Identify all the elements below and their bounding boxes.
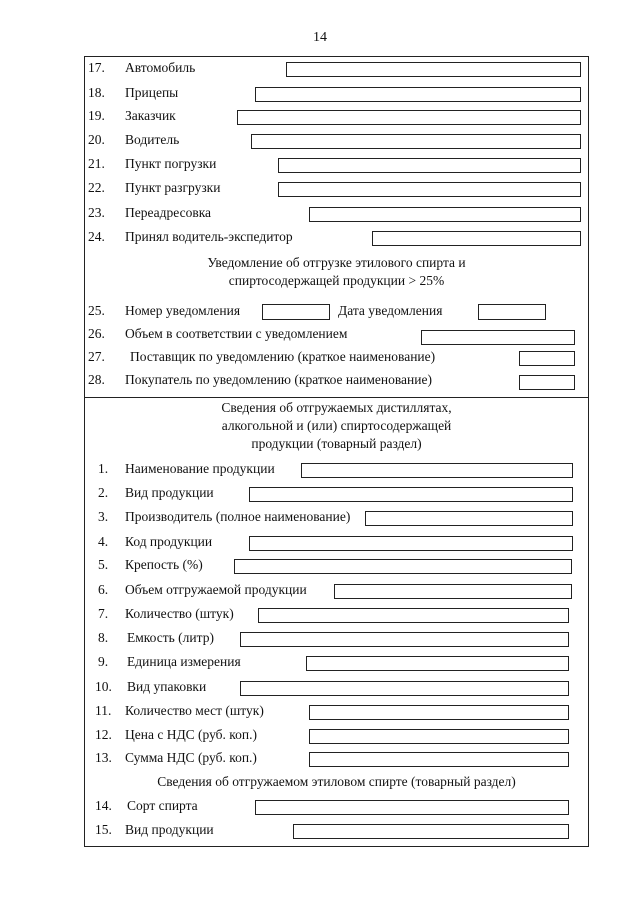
notice-number-field[interactable]: [262, 304, 330, 320]
notice-volume-field[interactable]: [421, 330, 575, 345]
manufacturer-field[interactable]: [365, 511, 573, 526]
form-row: [0, 106, 640, 126]
row-number: 19.: [88, 108, 105, 123]
vat-amount-field[interactable]: [309, 752, 569, 767]
form-row: [0, 532, 640, 552]
field-label: Вид продукции: [125, 485, 214, 500]
field-label: Автомобиль: [125, 60, 196, 75]
page-number: 14: [313, 30, 327, 45]
goods-heading-line: продукции (товарный раздел): [251, 436, 422, 451]
field-label: Заказчик: [125, 108, 176, 123]
row-number: 9.: [98, 654, 109, 669]
form-row: [0, 178, 640, 198]
form-row: [0, 652, 640, 672]
field-label: Емкость (литр): [127, 630, 214, 645]
form-row: [0, 580, 640, 600]
row-number: 27.: [88, 349, 105, 364]
row-number: 13.: [95, 750, 112, 765]
readdressing-field[interactable]: [309, 207, 581, 222]
price-with-vat-field[interactable]: [309, 729, 569, 744]
field-label: Цена с НДС (руб. коп.): [125, 727, 258, 742]
field-label: Объем отгружаемой продукции: [125, 582, 307, 597]
field-label: Вид продукции: [125, 822, 214, 837]
field-label: Сумма НДС (руб. коп.): [125, 750, 257, 765]
form-row: [0, 459, 640, 479]
form-row: [0, 227, 640, 247]
goods-heading-line: Сведения об отгружаемых дистиллятах,: [221, 400, 452, 415]
goods-heading-line: алкогольной и (или) спиртосодержащей: [221, 418, 452, 433]
row-number: 14.: [95, 798, 112, 813]
notice-heading-line: спиртосодержащей продукции > 25%: [228, 273, 445, 288]
form-row: [0, 154, 640, 174]
field-label: Объем в соответствии с уведомлением: [125, 326, 348, 341]
row-number: 2.: [98, 485, 109, 500]
row-number: 22.: [88, 180, 105, 195]
form-row: [0, 725, 640, 745]
field-label: Производитель (полное наименование): [125, 509, 351, 524]
row-number: 1.: [98, 461, 109, 476]
notice-supplier-field[interactable]: [519, 351, 575, 366]
field-label: Принял водитель-экспедитор: [125, 229, 293, 244]
driver-forwarder-field[interactable]: [372, 231, 581, 246]
strength-field[interactable]: [234, 559, 572, 574]
row-number: 20.: [88, 132, 105, 147]
field-label: Пункт разгрузки: [125, 180, 221, 195]
field-label: Единица измерения: [127, 654, 241, 669]
form-row: [0, 483, 640, 503]
row-number: 18.: [88, 85, 105, 100]
field-label: Водитель: [125, 132, 180, 147]
row-number: 3.: [98, 509, 109, 524]
trailers-field[interactable]: [255, 87, 581, 102]
spirit-product-type-field[interactable]: [293, 824, 569, 839]
form-row: [0, 796, 640, 816]
row-number: 6.: [98, 582, 109, 597]
field-label: Поставщик по уведомлению (краткое наименование): [130, 349, 436, 364]
customer-field[interactable]: [237, 110, 581, 125]
form-row: [0, 701, 640, 721]
form-row: [0, 347, 640, 367]
product-name-field[interactable]: [301, 463, 573, 478]
form-row: [0, 58, 640, 78]
field-label: Прицепы: [125, 85, 179, 100]
row-number: 8.: [98, 630, 109, 645]
row-number: 21.: [88, 156, 105, 171]
form-row: [0, 628, 640, 648]
row-number: 26.: [88, 326, 105, 341]
form-row: [0, 555, 640, 575]
row-number: 11.: [95, 703, 112, 718]
row-number: 24.: [88, 229, 105, 244]
field-label: Количество (штук): [125, 606, 234, 621]
form-row: [0, 604, 640, 624]
field-label: Крепость (%): [125, 557, 203, 572]
field-label: Сорт спирта: [127, 798, 198, 813]
notice-heading-line: Уведомление об отгрузке этилового спирта и: [207, 255, 466, 270]
field-label: Переадресовка: [125, 205, 212, 220]
row-number: 15.: [95, 822, 112, 837]
shipped-volume-field[interactable]: [334, 584, 572, 599]
spirit-grade-field[interactable]: [255, 800, 569, 815]
notice-date-field[interactable]: [478, 304, 546, 320]
section-divider: [84, 397, 589, 398]
unit-field[interactable]: [306, 656, 569, 671]
unloading-point-field[interactable]: [278, 182, 581, 197]
field-label: Количество мест (штук): [125, 703, 264, 718]
packaging-field[interactable]: [240, 681, 569, 696]
row-number: 23.: [88, 205, 105, 220]
driver-field[interactable]: [251, 134, 581, 149]
form-row: [0, 370, 640, 390]
form-row: [0, 677, 640, 697]
notice-buyer-field[interactable]: [519, 375, 575, 390]
form-row: [0, 130, 640, 150]
row-number: 28.: [88, 372, 105, 387]
row-number: 7.: [98, 606, 109, 621]
places-count-field[interactable]: [309, 705, 569, 720]
quantity-pieces-field[interactable]: [258, 608, 569, 623]
loading-point-field[interactable]: [278, 158, 581, 173]
notice-heading: [84, 254, 589, 290]
product-type-field[interactable]: [249, 487, 573, 502]
form-row: [0, 748, 640, 768]
row-number: 4.: [98, 534, 109, 549]
row-number: 10.: [95, 679, 112, 694]
row-number: 17.: [88, 60, 105, 75]
field-label: Пункт погрузки: [125, 156, 217, 171]
form-row: [0, 301, 640, 321]
form-row: [0, 507, 640, 527]
field-label: Код продукции: [125, 534, 213, 549]
row-number: 12.: [95, 727, 112, 742]
field-label: Вид упаковки: [127, 679, 207, 694]
field-label: Дата уведомления: [338, 303, 443, 318]
capacity-field[interactable]: [240, 632, 569, 647]
form-row: [0, 324, 640, 344]
product-code-field[interactable]: [249, 536, 573, 551]
field-label: Номер уведомления: [125, 303, 241, 318]
field-label: Покупатель по уведомлению (краткое наименование): [125, 372, 432, 387]
automobile-field[interactable]: [286, 62, 581, 77]
row-number: 25.: [88, 303, 105, 318]
form-row: [0, 203, 640, 223]
spirit-heading: Сведения об отгружаемом этиловом спирте (товарный раздел): [157, 774, 516, 789]
row-number: 5.: [98, 557, 109, 572]
field-label: Наименование продукции: [125, 461, 275, 476]
form-row: [0, 83, 640, 103]
goods-heading: [84, 399, 589, 453]
form-row: [0, 820, 640, 840]
